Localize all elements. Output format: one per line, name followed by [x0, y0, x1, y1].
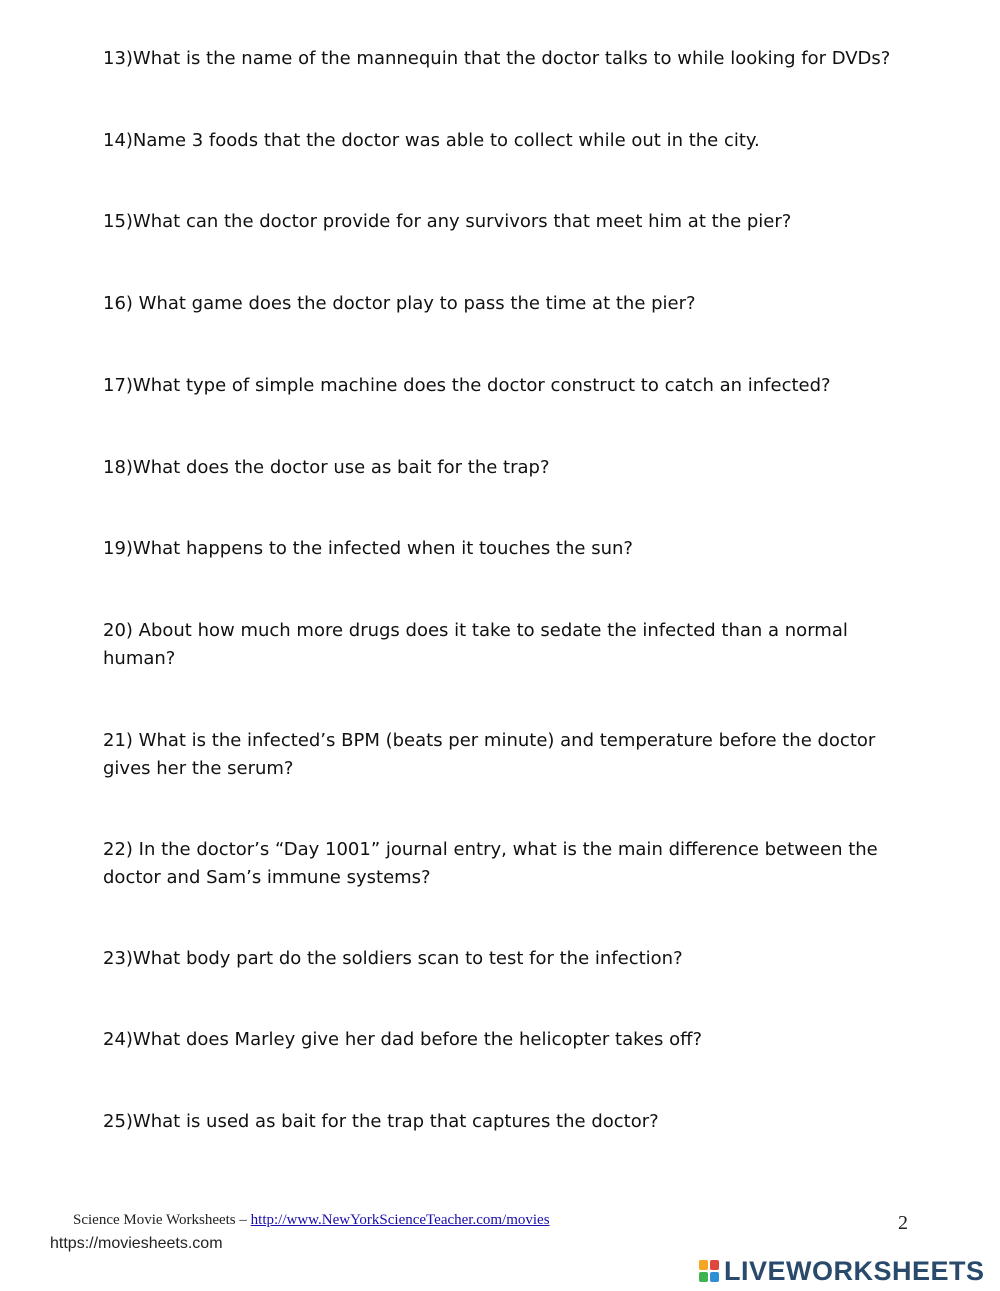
page-number: 2	[898, 1212, 908, 1234]
liveworksheets-wordmark: LIVEWORKSHEETS	[724, 1255, 985, 1286]
logo-block-3	[699, 1272, 708, 1282]
logo-block-2	[710, 1260, 719, 1270]
question-15: 15)What can the doctor provide for any survivors that meet him at the pier?	[103, 211, 792, 232]
footer-site-url: https://moviesheets.com	[50, 1235, 223, 1252]
question-14: 14)Name 3 foods that the doctor was able to collect while out in the city.	[103, 130, 760, 151]
liveworksheets-brand	[698, 1256, 985, 1286]
liveworksheets-logo-icon	[698, 1259, 720, 1283]
question-22: 22) In the doctor’s “Day 1001” journal entry, what is the main difference between the doctor and Sam’s immune systems?	[103, 839, 884, 888]
question-20: 20) About how much more drugs does it take to sedate the infected than a normal human?	[103, 620, 854, 669]
question-19: 19)What happens to the infected when it touches the sun?	[103, 538, 633, 559]
question-24: 24)What does Marley give her dad before the helicopter takes off?	[103, 1029, 703, 1050]
question-25: 25)What is used as bait for the trap that captures the doctor?	[103, 1111, 659, 1132]
question-23: 23)What body part do the soldiers scan to test for the infection?	[103, 948, 683, 969]
logo-block-4	[710, 1272, 719, 1282]
logo-block-1	[699, 1260, 708, 1270]
question-16: 16) What game does the doctor play to pass the time at the pier?	[103, 293, 696, 314]
question-21: 21) What is the infected’s BPM (beats per minute) and temperature before the doctor gives her the serum?	[103, 730, 882, 779]
footer-source	[73, 1212, 550, 1229]
question-18: 18)What does the doctor use as bait for the trap?	[103, 457, 550, 478]
footer-source-link[interactable]: http://www.NewYorkScienceTeacher.com/movies	[250, 1212, 550, 1228]
question-17: 17)What type of simple machine does the doctor construct to catch an infected?	[103, 375, 831, 396]
question-13: 13)What is the name of the mannequin that the doctor talks to while looking for DVDs?	[103, 48, 891, 69]
footer-source-label: Science Movie Worksheets –	[73, 1212, 251, 1228]
